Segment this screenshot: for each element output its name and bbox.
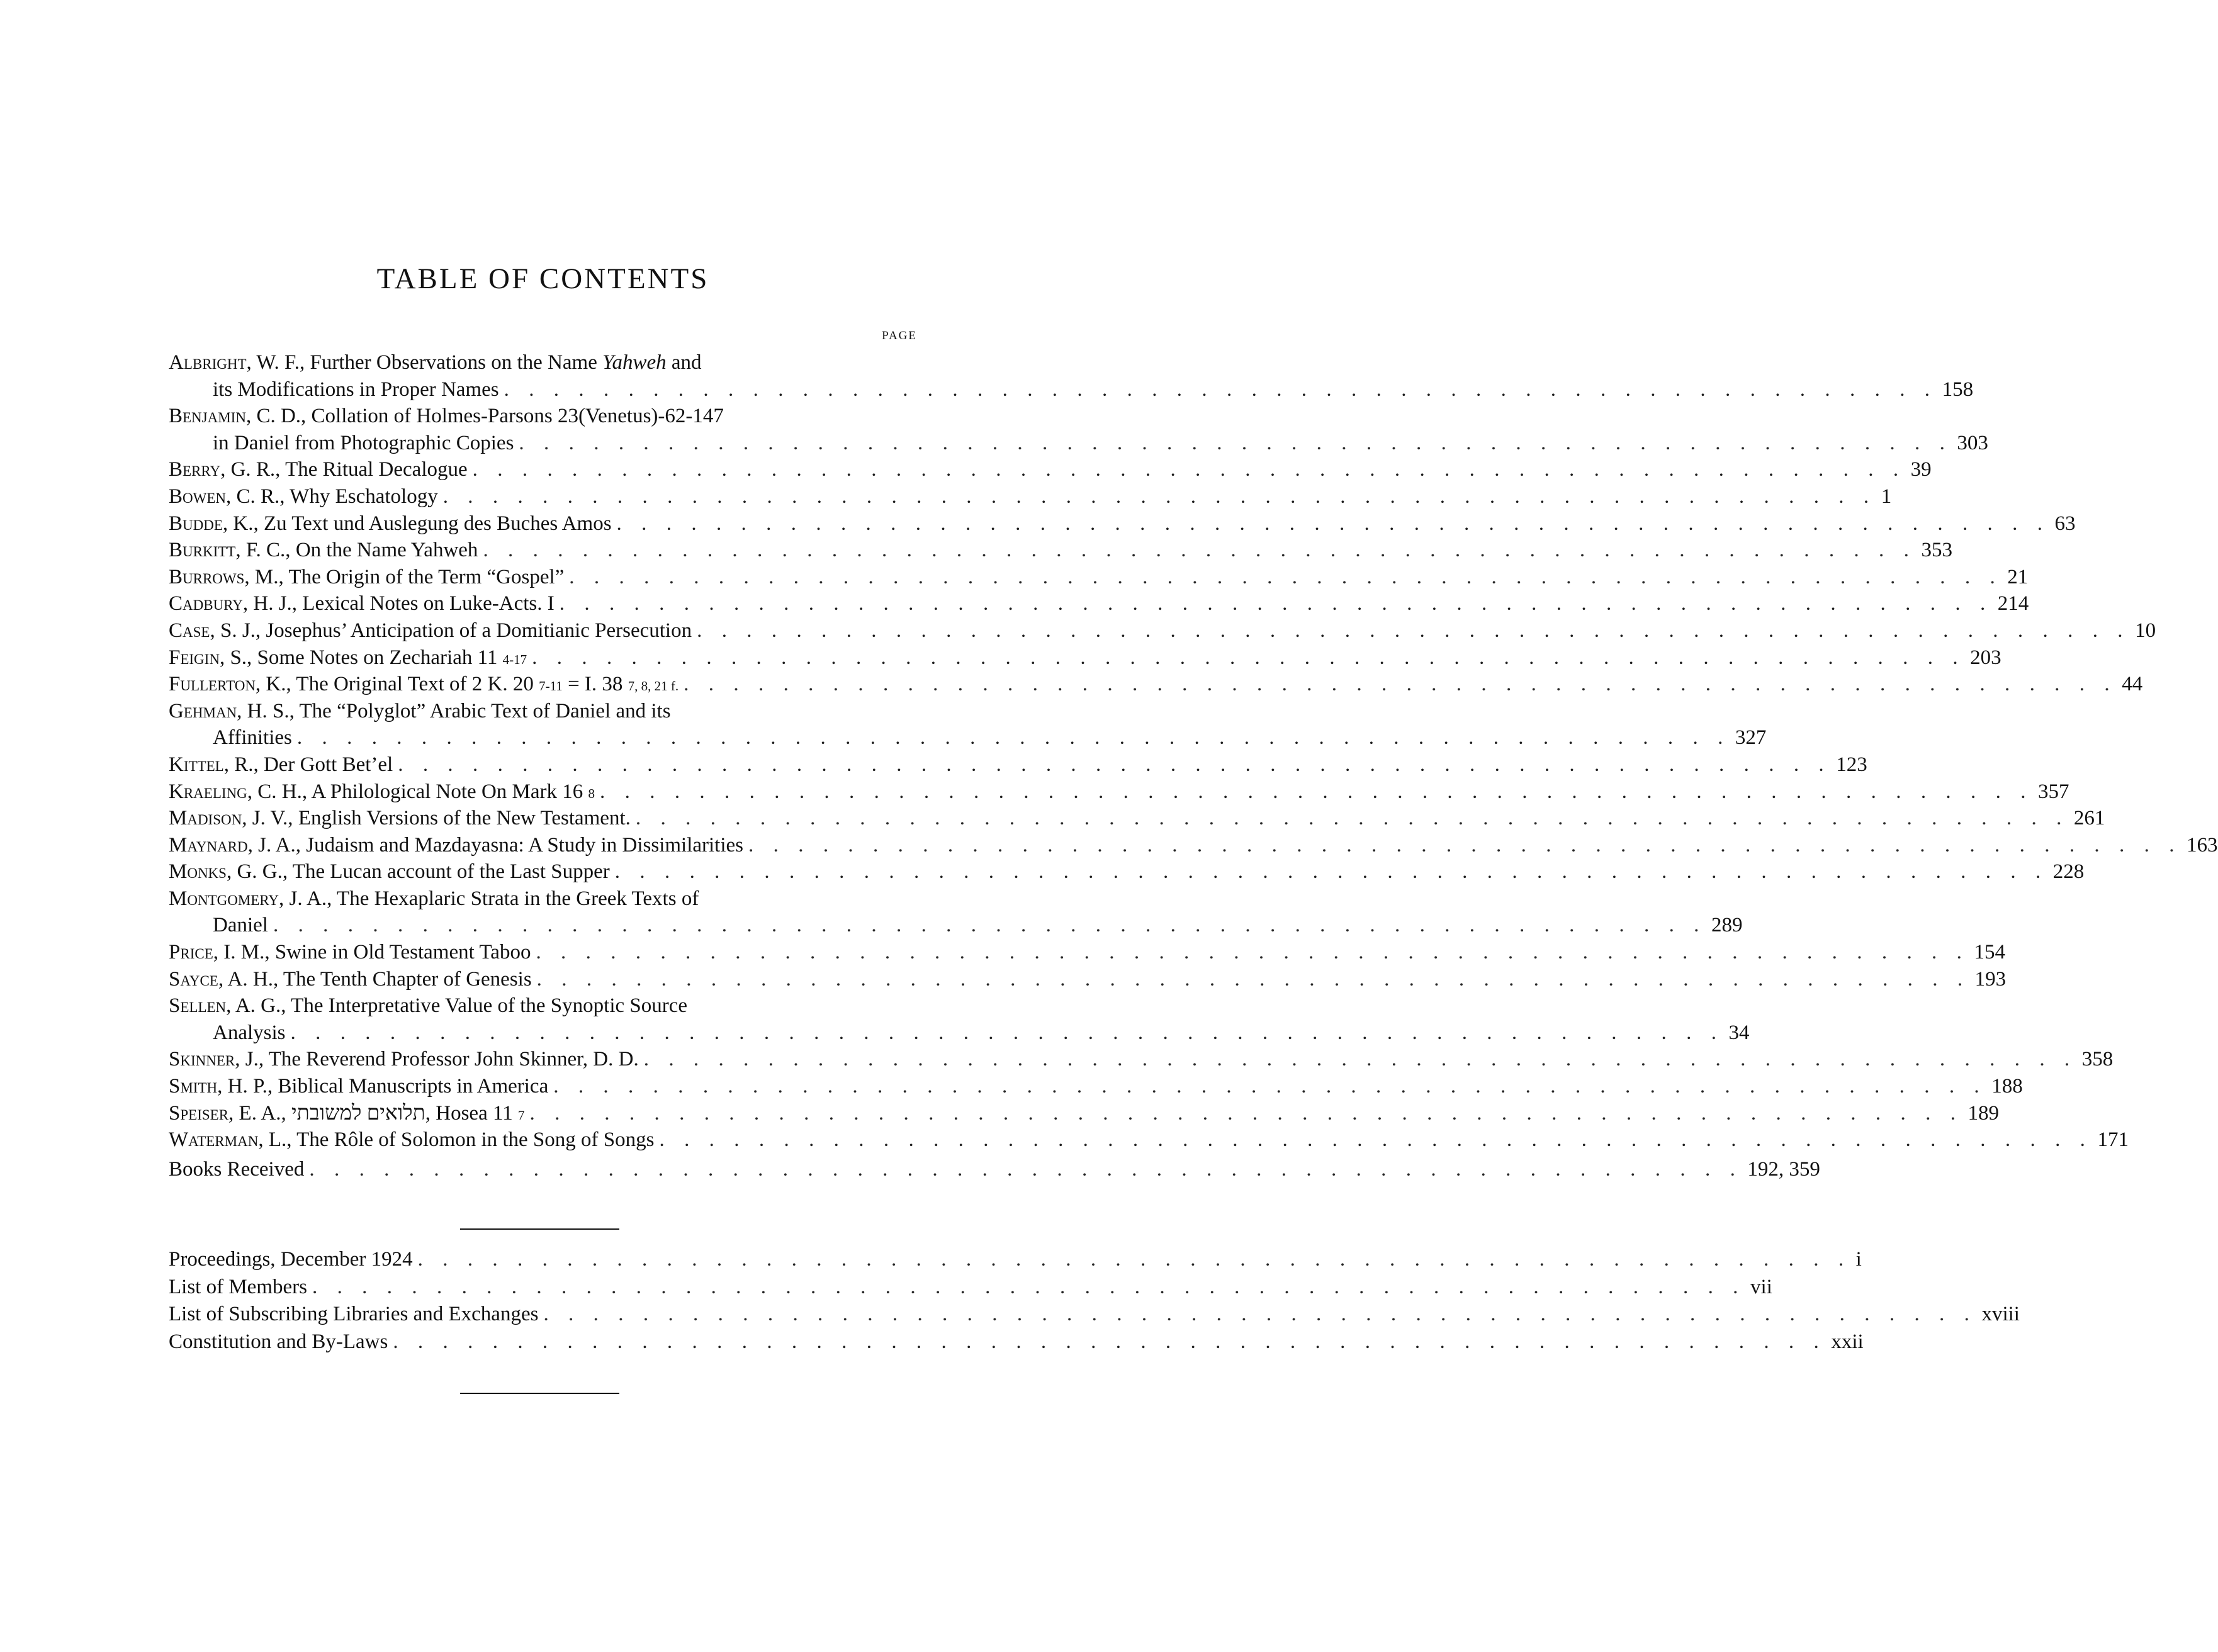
dot-leader: . . . . . . . . . . . . . . . . . . . . . . . . . . . . . . . . . . . . . . . . . . . . . . . . . . . . . . . . . . <box>569 565 2003 588</box>
entry-page: 261 <box>2073 807 2105 830</box>
toc-entry <box>169 403 916 430</box>
entry-text <box>169 510 612 537</box>
end-divider <box>460 1393 619 1394</box>
entry-text <box>169 590 554 617</box>
supplementary-label: List of Subscribing Libraries and Exchanges <box>169 1303 539 1326</box>
toc-entry <box>169 992 916 1020</box>
supplementary-entry <box>169 1301 2020 1329</box>
entry-text <box>169 751 393 778</box>
dot-leader: . . . . . . . . . . . . . . . . . . . . . . . . . . . . . . . . . . . . . . . . . . . . . . . . . . . . . . . . . . <box>312 1275 1745 1298</box>
entry-page: 21 <box>2007 565 2029 588</box>
entry-text <box>169 1073 548 1100</box>
entry-title-italic: Yahweh <box>602 351 667 374</box>
entry-page: 358 <box>2081 1048 2114 1071</box>
entry-page: 34 <box>1728 1021 1750 1044</box>
entry-author: Burrows, M., <box>169 565 284 588</box>
entry-text <box>169 805 631 832</box>
entry-continuation: Daniel <box>213 914 268 937</box>
entry-title: On the Name Yahweh <box>295 539 478 562</box>
entry-text <box>169 966 532 993</box>
entry-author: Cadbury, H. J., <box>169 592 298 615</box>
entry-text <box>169 858 610 885</box>
entry-page: 171 <box>2097 1128 2129 1152</box>
dot-leader: . . . . . . . . . . . . . . . . . . . . . . . . . . . . . . . . . . . . . . . . . . . . . . . . . . . . . . . . . . <box>684 673 2117 696</box>
supplementary-label: Constitution and By-Laws <box>169 1330 388 1354</box>
entry-page: 44 <box>2122 673 2143 696</box>
entry-page: 214 <box>1997 592 2029 615</box>
toc-entry <box>169 805 2105 832</box>
dot-leader: . . . . . . . . . . . . . . . . . . . . . . . . . . . . . . . . . . . . . . . . . . . . . . . . . . . . . . . . . . <box>398 753 1832 776</box>
entry-author: Burkitt, F. C., <box>169 539 291 562</box>
toc-entry <box>169 698 916 725</box>
entry-title: Swine in Old Testament Taboo <box>274 941 531 964</box>
toc-entry <box>169 644 2001 671</box>
entry-author: Feigin, S., <box>169 646 252 669</box>
entry-author: Berry, G. R., <box>169 458 281 481</box>
entry-page: 158 <box>1942 378 1974 401</box>
dot-leader: . . . . . . . . . . . . . . . . . . . . . . . . . . . . . . . . . . . . . . . . . . . . . . . . . . . . . . . . . . <box>697 619 2131 642</box>
toc-entry <box>169 617 2156 644</box>
entry-author: Price, I. M., <box>169 941 270 964</box>
entry-text <box>169 832 743 859</box>
toc-entry <box>169 537 1952 564</box>
dot-leader: . . . . . . . . . . . . . . . . . . . . . . . . . . . . . . . . . . . . . . . . . . . . . . . . . . . . . . . . . . <box>529 1101 1963 1125</box>
toc-entry <box>169 349 916 376</box>
entry-title: Biblical Manuscripts in America <box>278 1075 549 1098</box>
supplementary-page: vii <box>1750 1275 1772 1298</box>
entry-continuation: Affinities <box>213 726 292 750</box>
entry-continuation: Analysis <box>213 1021 286 1044</box>
entry-title: The “Polyglot” Arabic Text of Daniel and its <box>299 699 671 722</box>
entry-author: Kraeling, C. H., <box>169 780 308 803</box>
toc-entry <box>169 966 2007 993</box>
toc-entry <box>169 778 2069 806</box>
entry-title: Josephus’ Anticipation of a Domitianic Persecution <box>266 619 692 642</box>
entry-author: Smith, H. P., <box>169 1075 273 1098</box>
entry-title: The Rôle of Solomon in the Song of Songs <box>296 1128 655 1152</box>
dot-leader: . . . . . . . . . . . . . . . . . . . . . . . . . . . . . . . . . . . . . . . . . . . . . . . . . . . . . . . . . . <box>273 914 1706 937</box>
toc-entry <box>169 456 1932 483</box>
entry-title: The Lucan account of the Last Supper <box>292 860 610 884</box>
dot-leader: . . . . . . . . . . . . . . . . . . . . . . . . . . . . . . . . . . . . . . . . . . . . . . . . . . . . . . . . . . <box>309 1157 1743 1181</box>
entry-text <box>169 778 595 807</box>
entry-author: Case, S. J., <box>169 619 261 642</box>
dot-leader: . . . . . . . . . . . . . . . . . . . . . . . . . . . . . . . . . . . . . . . . . . . . . . . . . . . . . . . . . . <box>543 1303 1977 1326</box>
entry-text <box>169 1046 639 1073</box>
entry-verse: 8 <box>588 785 595 801</box>
entry-page: 357 <box>2038 780 2069 803</box>
toc-entry-continuation <box>169 724 1767 751</box>
entry-text <box>169 537 478 564</box>
toc-entry <box>169 939 2005 966</box>
toc-entry <box>169 832 2218 859</box>
toc-entry <box>169 885 916 913</box>
entry-author: Bowen, C. R., <box>169 485 285 508</box>
entry-author: Maynard, J. A., <box>169 833 301 857</box>
entry-author: Waterman, L., <box>169 1128 292 1152</box>
entry-continuation: its Modifications in Proper Names <box>213 378 499 401</box>
dot-leader: . . . . . . . . . . . . . . . . . . . . . . . . . . . . . . . . . . . . . . . . . . . . . . . . . . . . . . . . . . <box>393 1330 1827 1354</box>
dot-leader: . . . . . . . . . . . . . . . . . . . . . . . . . . . . . . . . . . . . . . . . . . . . . . . . . . . . . . . . . . <box>536 941 1969 964</box>
toc-entry <box>169 751 1867 778</box>
entry-text <box>169 644 527 673</box>
entry-title: Judaism and Mazdayasna: A Study in Dissimilarities <box>306 833 744 857</box>
toc-entry-continuation <box>169 912 1743 939</box>
toc-entry <box>169 564 2029 591</box>
entry-author: Benjamin, C. D., <box>169 405 307 428</box>
toc-entry <box>169 671 2143 698</box>
entry-text <box>169 617 692 644</box>
entry-text <box>169 885 699 913</box>
books-received-label: Books Received <box>169 1157 305 1181</box>
page-title: TABLE OF CONTENTS <box>376 262 709 295</box>
entry-author: Sellen, A. G., <box>169 994 286 1018</box>
entry-title: Zu Text und Auslegung des Buches Amos <box>263 512 612 535</box>
entry-author: Montgomery, J. A., <box>169 887 332 910</box>
entry-verse: 7 <box>518 1107 525 1123</box>
entry-author: Albright, W. F., <box>169 351 305 374</box>
entry-title: The Ritual Decalogue <box>285 458 468 481</box>
entry-author: Budde, K., <box>169 512 259 535</box>
entry-page: 327 <box>1735 726 1767 750</box>
dot-leader: . . . . . . . . . . . . . . . . . . . . . . . . . . . . . . . . . . . . . . . . . . . . . . . . . . . . . . . . . . <box>472 458 1906 481</box>
entry-title: Lexical Notes on Luke-Acts. I <box>302 592 554 615</box>
dot-leader: . . . . . . . . . . . . . . . . . . . . . . . . . . . . . . . . . . . . . . . . . . . . . . . . . . . . . . . . . . <box>519 431 1952 454</box>
entry-title-rest: and <box>671 351 702 374</box>
entry-author: Monks, G. G., <box>169 860 288 884</box>
section-divider <box>460 1228 619 1230</box>
entry-text <box>169 939 531 966</box>
toc-entry <box>169 1100 1999 1127</box>
entry-page: 203 <box>1970 646 2001 669</box>
entry-verse-2: 7, 8, 21 f. <box>628 678 679 694</box>
dot-leader: . . . . . . . . . . . . . . . . . . . . . . . . . . . . . . . . . . . . . . . . . . . . . . . . . . . . . . . . . . <box>504 378 1937 401</box>
dot-leader: . . . . . . . . . . . . . . . . . . . . . . . . . . . . . . . . . . . . . . . . . . . . . . . . . . . . . . . . . . <box>536 967 1970 991</box>
dot-leader: . . . . . . . . . . . . . . . . . . . . . . . . . . . . . . . . . . . . . . . . . . . . . . . . . . . . . . . . . . <box>417 1248 1851 1271</box>
entry-page: 154 <box>1974 941 2005 964</box>
entry-author: Kittel, R., <box>169 753 259 776</box>
entry-verse: 7-11 <box>539 678 563 694</box>
toc-entry-continuation <box>169 430 1988 457</box>
entry-title: Further Observations on the Name <box>310 351 597 374</box>
toc-entry-continuation <box>169 376 1974 403</box>
dot-leader: . . . . . . . . . . . . . . . . . . . . . . . . . . . . . . . . . . . . . . . . . . . . . . . . . . . . . . . . . . <box>559 592 1993 615</box>
supplementary-label: Proceedings, December 1924 <box>169 1248 413 1271</box>
entry-text <box>169 992 687 1020</box>
toc-entry <box>169 590 2029 617</box>
entry-title: The Interpretative Value of the Synoptic Source <box>291 994 688 1018</box>
toc-entry <box>169 1073 2023 1100</box>
supplementary-entry <box>169 1274 1772 1301</box>
dot-leader: . . . . . . . . . . . . . . . . . . . . . . . . . . . . . . . . . . . . . . . . . . . . . . . . . . . . . . . . . . <box>659 1128 2093 1152</box>
supplementary-entry <box>169 1246 1862 1274</box>
dot-leader: . . . . . . . . . . . . . . . . . . . . . . . . . . . . . . . . . . . . . . . . . . . . . . . . . . . . . . . . . . <box>643 1048 2077 1071</box>
entry-text <box>169 1100 525 1129</box>
page-column-header: PAGE <box>882 329 917 342</box>
entry-page: 39 <box>1910 458 1932 481</box>
entry-author: Skinner, J., <box>169 1048 264 1071</box>
dot-leader: . . . . . . . . . . . . . . . . . . . . . . . . . . . . . . . . . . . . . . . . . . . . . . . . . . . . . . . . . . <box>748 833 2182 857</box>
entry-page: 188 <box>1991 1075 2023 1098</box>
entry-text <box>169 698 671 725</box>
entry-text <box>169 403 724 430</box>
supplementary-list <box>169 1246 2020 1356</box>
entry-title: The Reverend Professor John Skinner, D. D. <box>268 1048 639 1071</box>
entry-text <box>169 349 702 376</box>
entry-author: Sayce, A. H., <box>169 967 279 991</box>
entry-title: Why Eschatology <box>290 485 438 508</box>
supplementary-page: xxii <box>1831 1330 1864 1354</box>
entry-title: The Hexaplaric Strata in the Greek Texts of <box>337 887 699 910</box>
entry-page: 1 <box>1881 485 1892 508</box>
entry-author: Madison, J. V., <box>169 807 293 830</box>
entry-title: English Versions of the New Testament. <box>298 807 631 830</box>
dot-leader: . . . . . . . . . . . . . . . . . . . . . . . . . . . . . . . . . . . . . . . . . . . . . . . . . . . . . . . . . . <box>296 726 1730 750</box>
entry-verse: 4-17 <box>502 651 527 667</box>
entry-page: 123 <box>1836 753 1867 776</box>
entry-page: 303 <box>1957 431 1988 454</box>
entry-text <box>169 456 468 483</box>
entry-title: Some Notes on Zechariah 11 <box>257 646 498 669</box>
entry-author: Gehman, H. S., <box>169 699 295 722</box>
entry-title: Der Gott Bet’el <box>263 753 393 776</box>
supplementary-label: List of Members <box>169 1275 307 1298</box>
entry-text <box>169 1127 654 1154</box>
entry-page: 10 <box>2135 619 2156 642</box>
dot-leader: . . . . . . . . . . . . . . . . . . . . . . . . . . . . . . . . . . . . . . . . . . . . . . . . . . . . . . . . . . <box>442 485 1876 508</box>
books-received-entry <box>169 1156 1820 1183</box>
entry-title: The Origin of the Term “Gospel” <box>288 565 565 588</box>
entry-text <box>169 671 678 700</box>
entry-title: תלואים למשובתי, Hosea 11 <box>291 1101 513 1125</box>
supplementary-page: xviii <box>1981 1303 2020 1326</box>
dot-leader: . . . . . . . . . . . . . . . . . . . . . . . . . . . . . . . . . . . . . . . . . . . . . . . . . . . . . . . . . . <box>483 539 1917 562</box>
entry-continuation: in Daniel from Photographic Copies <box>213 431 514 454</box>
dot-leader: . . . . . . . . . . . . . . . . . . . . . . . . . . . . . . . . . . . . . . . . . . . . . . . . . . . . . . . . . . <box>614 860 2048 884</box>
entry-text <box>169 483 438 510</box>
contents-list <box>169 349 2218 1183</box>
entry-author: Speiser, E. A., <box>169 1101 286 1125</box>
dot-leader: . . . . . . . . . . . . . . . . . . . . . . . . . . . . . . . . . . . . . . . . . . . . . . . . . . . . . . . . . . <box>600 780 2034 803</box>
dot-leader: . . . . . . . . . . . . . . . . . . . . . . . . . . . . . . . . . . . . . . . . . . . . . . . . . . . . . . . . . . <box>553 1075 1987 1098</box>
entry-text <box>169 564 564 591</box>
entry-title: The Tenth Chapter of Genesis <box>283 967 532 991</box>
dot-leader: . . . . . . . . . . . . . . . . . . . . . . . . . . . . . . . . . . . . . . . . . . . . . . . . . . . . . . . . . . <box>616 512 2050 535</box>
entry-page: 63 <box>2054 512 2076 535</box>
entry-title: A Philological Note On Mark 16 <box>311 780 583 803</box>
entry-title: The Original Text of 2 K. 20 <box>296 673 534 696</box>
toc-entry <box>169 858 2085 885</box>
entry-author: Fullerton, K., <box>169 673 291 696</box>
dot-leader: . . . . . . . . . . . . . . . . . . . . . . . . . . . . . . . . . . . . . . . . . . . . . . . . . . . . . . . . . . <box>635 807 2069 830</box>
toc-entry <box>169 510 2076 537</box>
toc-entry <box>169 483 1892 510</box>
entry-page: 189 <box>1967 1101 1999 1125</box>
toc-entry <box>169 1046 2114 1073</box>
dot-leader: . . . . . . . . . . . . . . . . . . . . . . . . . . . . . . . . . . . . . . . . . . . . . . . . . . . . . . . . . . <box>532 646 1966 669</box>
supplementary-entry <box>169 1329 1864 1356</box>
toc-entry <box>169 1127 2129 1154</box>
entry-page: 353 <box>1921 539 1952 562</box>
entry-page: 289 <box>1711 914 1743 937</box>
entry-title: Collation of Holmes-Parsons 23(Venetus)-62-147 <box>311 405 724 428</box>
entry-page: 228 <box>2052 860 2085 884</box>
books-received-page: 192, 359 <box>1747 1157 1820 1181</box>
entry-page: 193 <box>1974 967 2007 991</box>
entry-title-rest: = I. 38 <box>568 673 623 696</box>
supplementary-page: i <box>1855 1248 1862 1271</box>
dot-leader: . . . . . . . . . . . . . . . . . . . . . . . . . . . . . . . . . . . . . . . . . . . . . . . . . . . . . . . . . . <box>290 1021 1724 1044</box>
entry-page: 163 <box>2187 833 2218 857</box>
toc-entry-continuation <box>169 1020 1750 1047</box>
